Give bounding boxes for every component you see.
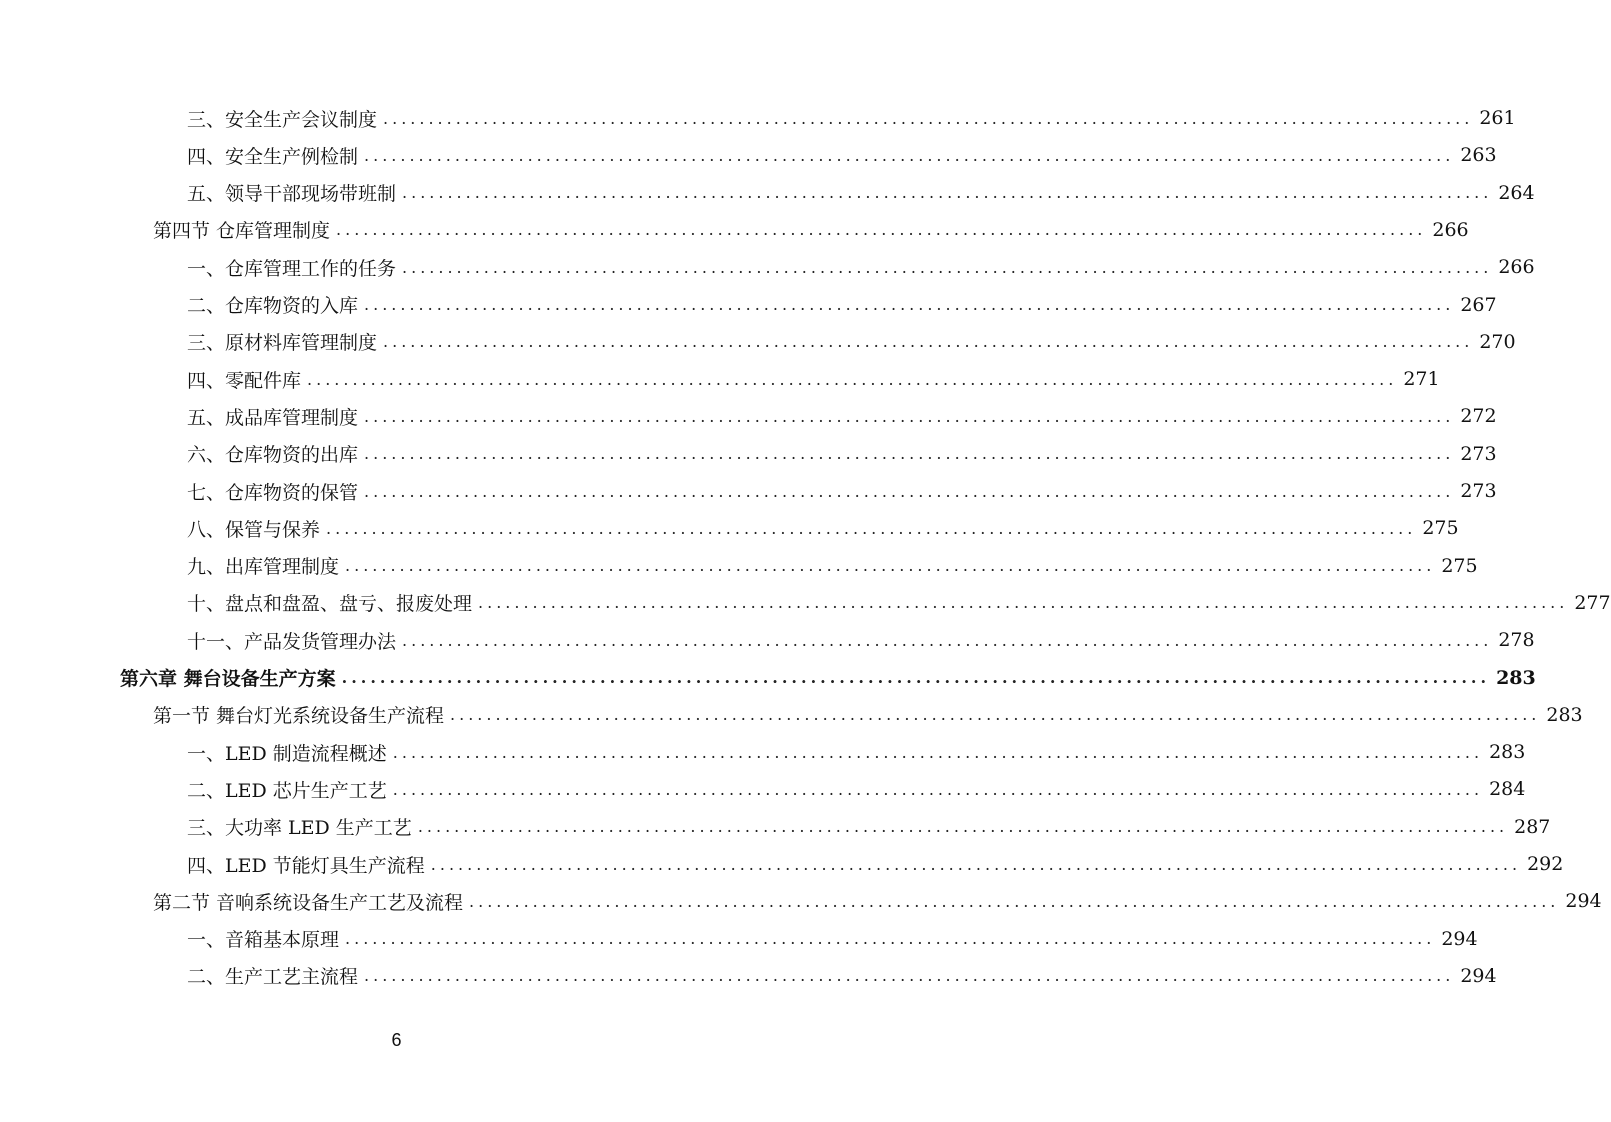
toc-entry-page: 271	[1403, 368, 1440, 391]
toc-dot-leader: ........................................................................................................................	[326, 518, 1417, 538]
toc-entry-item	[187, 585, 1611, 621]
toc-entry-item	[187, 548, 1478, 584]
toc-entry-item	[187, 846, 1564, 882]
toc-dot-leader: ........................................................................................................................	[402, 630, 1493, 650]
toc-entry-page: 273	[1460, 480, 1497, 502]
toc-entry-item	[187, 398, 1497, 434]
toc-dot-leader: ........................................................................................................................	[345, 556, 1436, 576]
toc-entry-title: 五、成品库管理制度	[187, 406, 359, 429]
toc-entry-title: 四、LED 节能灯具生产流程	[187, 854, 425, 877]
toc-dot-leader: ........................................................................................................................	[364, 966, 1455, 986]
toc-dot-leader: ........................................................................................................................	[383, 108, 1474, 128]
toc-entry-item	[187, 361, 1440, 397]
toc-dot-leader: ........................................................................................................................	[307, 369, 1398, 389]
toc-entry-page: 294	[1460, 964, 1497, 987]
toc-dot-leader: ........................................................................................................................	[450, 705, 1541, 725]
toc-entry-section	[153, 212, 1469, 248]
toc-entry-chapter	[120, 660, 1536, 696]
toc-entry-item	[187, 249, 1535, 285]
toc-entry-page: 278	[1498, 629, 1535, 652]
toc-entry-title: 第一节 舞台灯光系统设备生产流程	[153, 705, 445, 728]
toc-entry-title: 九、出库管理制度	[187, 556, 340, 579]
toc-dot-leader: ........................................................................................................................	[402, 257, 1493, 277]
toc-dot-leader: ........................................................................................................................	[392, 779, 1484, 799]
toc-entry-page: 294	[1441, 927, 1478, 950]
toc-entry-item	[187, 510, 1459, 546]
toc-entry-item	[187, 100, 1516, 136]
toc-entry-page: 283	[1496, 666, 1536, 689]
toc-entry-section	[153, 697, 1583, 733]
toc-entry-title: 六、仓库物资的出库	[187, 444, 359, 467]
toc-entry-title: 一、音箱基本原理	[187, 929, 340, 952]
toc-entry-item	[187, 473, 1497, 509]
toc-entry-item	[187, 287, 1497, 323]
toc-entry-title: 一、仓库管理工作的任务	[187, 257, 397, 280]
toc-entry-title: 四、安全生产例检制	[187, 145, 359, 168]
toc-entry-title: 十、盘点和盘盈、盘亏、报废处理	[187, 593, 473, 616]
toc-entry-title: 二、LED 芯片生产工艺	[187, 779, 387, 802]
toc-dot-leader: ........................................................................................................................	[430, 854, 1522, 874]
toc-entry-item	[187, 958, 1497, 994]
toc-entry-title: 三、原材料库管理制度	[187, 332, 378, 355]
toc-entry-item	[187, 622, 1535, 658]
toc-entry-item	[187, 175, 1535, 211]
toc-entry-item	[187, 771, 1526, 807]
toc-entry-page: 261	[1479, 107, 1516, 129]
toc-entry-title: 五、领导干部现场带班制	[187, 183, 397, 206]
toc-entry-title: 第二节 音响系统设备生产工艺及流程	[153, 891, 464, 914]
toc-dot-leader: ........................................................................................................................	[341, 668, 1491, 687]
toc-entry-page: 275	[1441, 554, 1478, 577]
toc-entry-title: 第四节 仓库管理制度	[153, 220, 331, 243]
toc-entry-item	[187, 137, 1497, 173]
toc-entry-item	[187, 324, 1516, 360]
toc-entry-title: 八、保管与保养	[187, 518, 321, 541]
toc-entry-page: 275	[1422, 517, 1459, 540]
toc-entry-title: 二、仓库物资的入库	[187, 295, 359, 317]
toc-dot-leader: ........................................................................................................................	[392, 742, 1484, 762]
toc-dot-leader: ........................................................................................................................	[345, 929, 1436, 949]
toc-entry-page: 266	[1432, 218, 1469, 241]
toc-entry-page: 283	[1546, 703, 1583, 726]
toc-dot-leader: ........................................................................................................................	[364, 444, 1455, 464]
toc-entry-title: 一、LED 制造流程概述	[187, 742, 387, 765]
toc-entry-page: 267	[1460, 293, 1497, 316]
toc-entry-page: 292	[1527, 853, 1564, 875]
toc-entry-page: 270	[1479, 330, 1516, 353]
toc-entry-page: 277	[1574, 591, 1611, 614]
toc-dot-leader: ........................................................................................................................	[478, 593, 1569, 613]
toc-entry-page: 266	[1498, 256, 1535, 279]
toc-entry-page: 263	[1460, 144, 1497, 167]
toc-entry-title: 第六章 舞台设备生产方案	[120, 668, 336, 690]
toc-dot-leader: ........................................................................................................................	[364, 295, 1455, 314]
page-number: 6	[391, 1030, 402, 1050]
toc-entry-item	[187, 734, 1526, 770]
toc-dot-leader: ........................................................................................................................	[364, 145, 1455, 165]
toc-entry-title: 三、大功率 LED 生产工艺	[187, 817, 412, 840]
toc-dot-leader: ........................................................................................................................	[417, 817, 1509, 837]
toc-entry-item	[187, 921, 1478, 957]
toc-dot-leader: ........................................................................................................................	[336, 220, 1427, 240]
toc-dot-leader: ........................................................................................................................	[469, 891, 1560, 911]
toc-dot-leader: ........................................................................................................................	[364, 406, 1455, 426]
toc-entry-title: 二、生产工艺主流程	[187, 966, 359, 989]
toc-dot-leader: ........................................................................................................................	[364, 481, 1455, 501]
toc-entry-item	[187, 436, 1497, 472]
toc-dot-leader: ........................................................................................................................	[383, 332, 1474, 352]
toc-entry-page: 284	[1489, 778, 1526, 801]
toc-entry-item	[187, 809, 1551, 845]
toc-entry-title: 十一、产品发货管理办法	[187, 630, 397, 653]
toc-entry-page: 272	[1460, 405, 1497, 428]
toc-entry-title: 四、零配件库	[187, 369, 302, 392]
toc-entry-page: 294	[1565, 890, 1602, 913]
toc-dot-leader: ........................................................................................................................	[402, 183, 1493, 203]
toc-entry-page: 283	[1489, 741, 1526, 764]
toc-entry-page: 287	[1514, 815, 1551, 838]
toc-entry-section	[153, 883, 1602, 919]
toc-entry-title: 三、安全生产会议制度	[187, 108, 378, 131]
toc-entry-page: 273	[1460, 442, 1497, 465]
toc-entry-title: 七、仓库物资的保管	[187, 481, 359, 504]
toc-entry-page: 264	[1498, 181, 1535, 204]
